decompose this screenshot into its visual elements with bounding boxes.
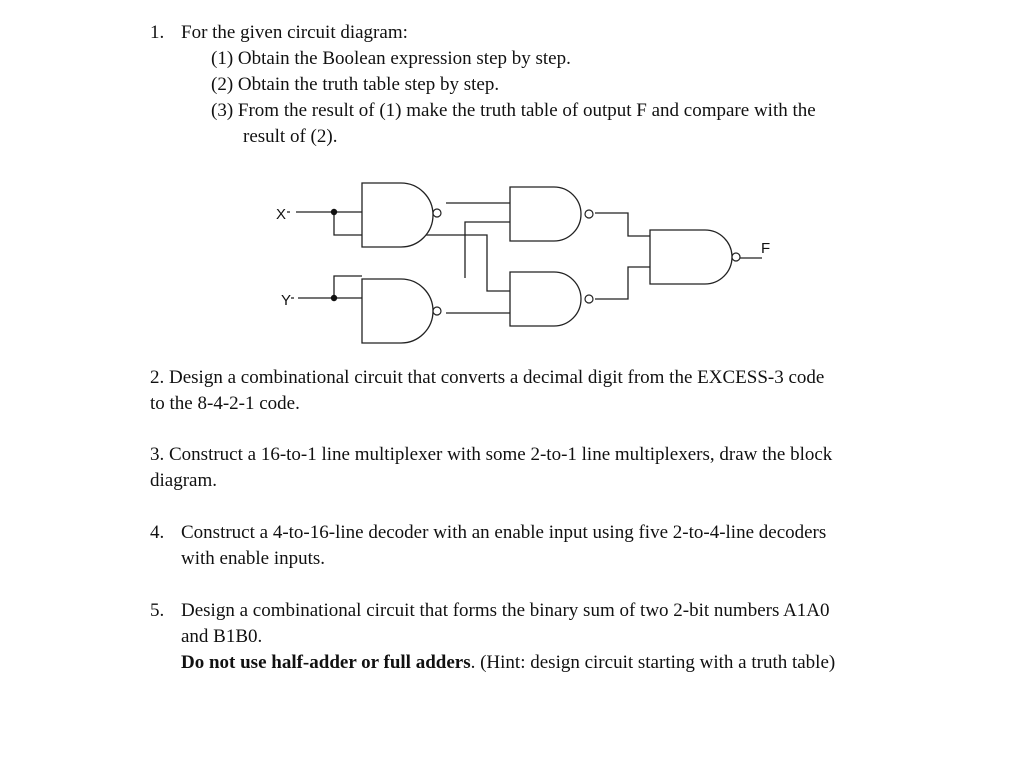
output-f-label: F — [761, 240, 771, 257]
question-3-line-2: diagram. — [150, 470, 218, 491]
question-5-hint: . (Hint: design circuit starting with a truth table) — [470, 652, 836, 673]
question-4-line-2: with enable inputs. — [181, 548, 326, 569]
nand-gate-4 — [510, 272, 581, 326]
wire-g4-to-g5 — [595, 267, 650, 299]
question-1-intro: For the given circuit diagram: — [181, 22, 408, 43]
junction-x — [331, 209, 337, 215]
question-1-sub-1: (1) Obtain the Boolean expression step by step. — [211, 48, 571, 69]
question-5-line-3 — [181, 650, 835, 676]
question-4-number: 4. — [150, 522, 165, 543]
question-1-sub-2: (2) Obtain the truth table step by step. — [211, 74, 500, 95]
input-x-label: X — [276, 206, 287, 223]
question-2-line-2: to the 8-4-2-1 code. — [150, 393, 300, 414]
question-5-line-1: Design a combinational circuit that forms the binary sum of two 2-bit numbers A1A0 — [181, 600, 830, 621]
nand-gate-1 — [362, 183, 433, 247]
nand-gate-1-bubble — [433, 209, 441, 217]
wire-y-to-g1 — [334, 276, 362, 298]
question-5-number: 5. — [150, 600, 165, 621]
nand-gate-5 — [650, 230, 732, 284]
nand-gate-5-bubble — [732, 253, 740, 261]
input-y-label: Y — [281, 292, 292, 309]
nand-gate-4-bubble — [585, 295, 593, 303]
question-5-line-2: and B1B0. — [181, 626, 263, 647]
junction-y — [331, 295, 337, 301]
nand-gate-3 — [510, 187, 581, 241]
question-2-line-1: 2. Design a combinational circuit that converts a decimal digit from the EXCESS-3 code — [150, 367, 825, 388]
question-1-number: 1. — [150, 22, 165, 43]
nand-gate-2-bubble — [433, 307, 441, 315]
question-5-bold-instruction: Do not use half-adder or full adders — [181, 652, 471, 673]
question-3-line-1: 3. Construct a 16-to-1 line multiplexer with some 2-to-1 line multiplexers, draw the block — [150, 444, 833, 465]
nand-gate-2 — [362, 279, 433, 343]
nand-gate-3-bubble — [585, 210, 593, 218]
wire-g3-to-g5 — [595, 213, 650, 236]
question-4-line-1: Construct a 4-to-16-line decoder with an enable input using five 2-to-4-line decoders — [181, 522, 827, 543]
question-1-sub-3-cont: result of (2). — [243, 126, 338, 147]
question-1-sub-3: (3) From the result of (1) make the truth table of output F and compare with the — [211, 100, 816, 121]
